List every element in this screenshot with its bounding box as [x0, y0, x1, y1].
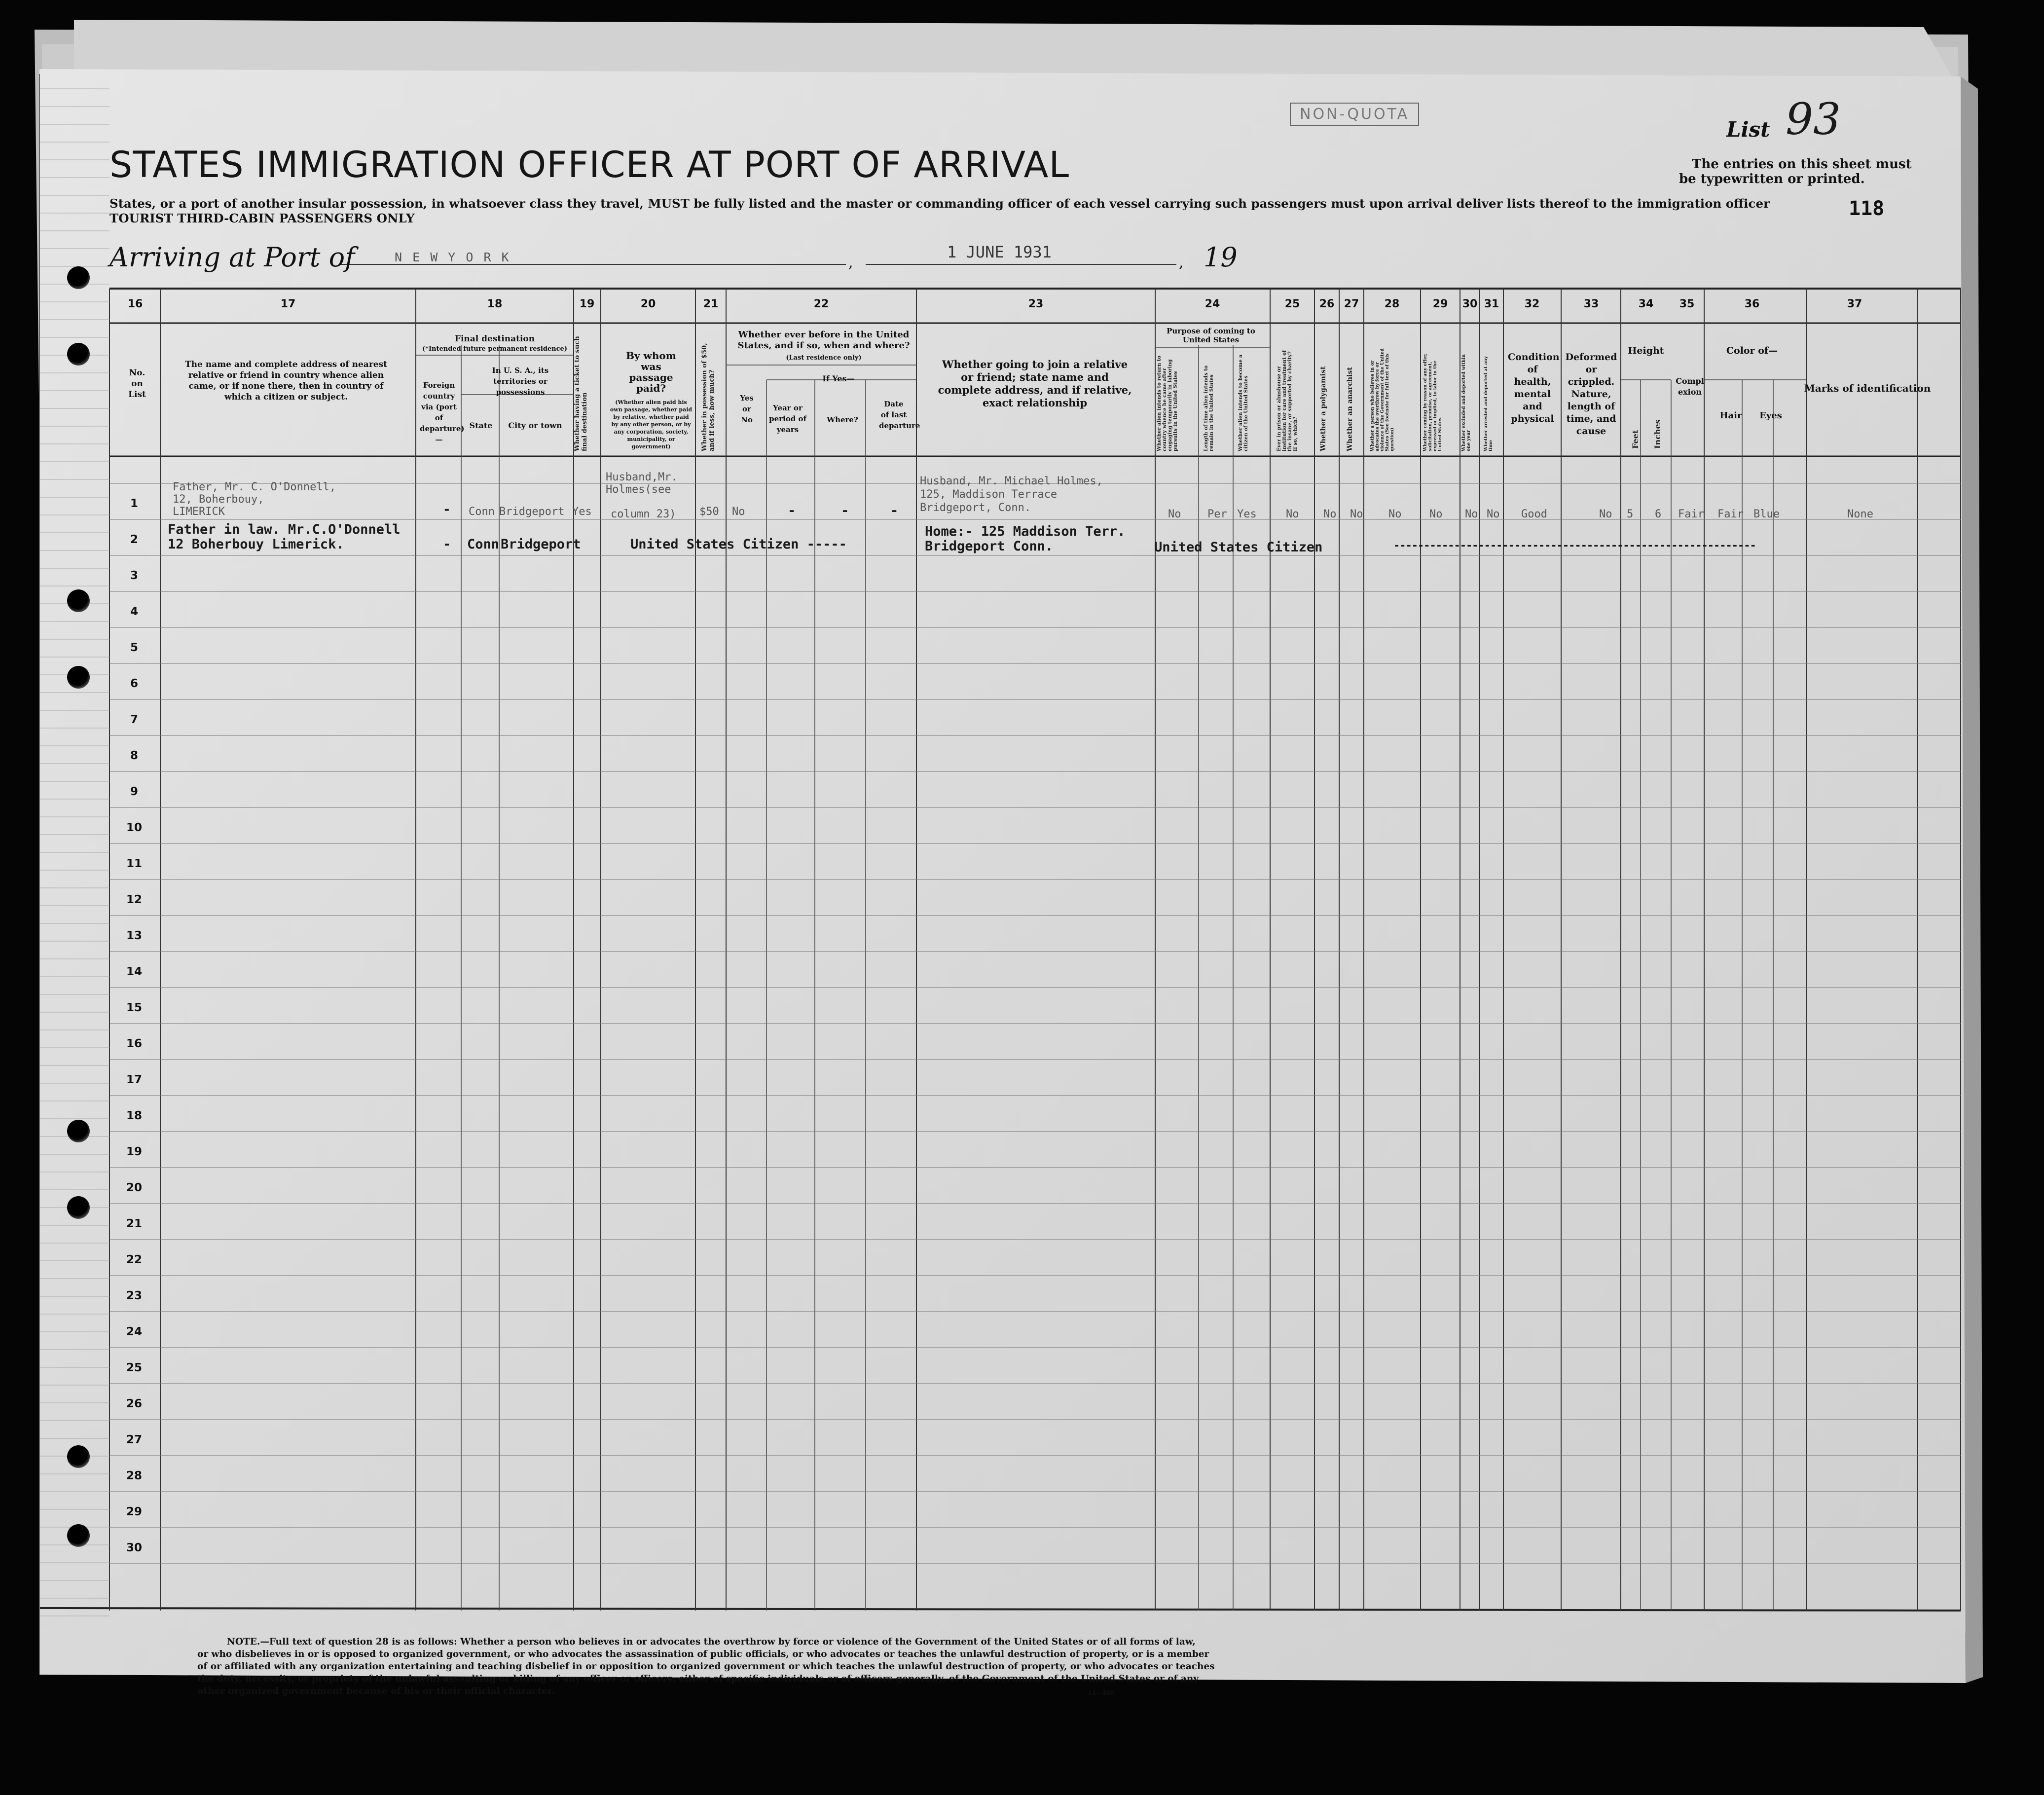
header-final-destination: Final destination	[454, 334, 535, 344]
class-line: TOURIST THIRD-CABIN PASSENGERS ONLY	[110, 211, 415, 225]
list-label: List	[1726, 117, 1770, 142]
year-prefix: 19	[1204, 242, 1238, 273]
row-number: 7	[130, 713, 139, 726]
row1-labor-offer: No	[1429, 508, 1443, 520]
arriving-label: Arriving at Port of	[110, 242, 355, 273]
column-number: 17	[280, 298, 296, 310]
column-number: 25	[1284, 298, 1300, 310]
row-number: 16	[126, 1037, 143, 1050]
punch-hole	[67, 1445, 90, 1468]
row1-complexion: Fair	[1678, 508, 1704, 520]
punch-hole	[67, 1120, 90, 1142]
header-no-on-list: No. on List	[128, 368, 146, 400]
row-number: 19	[126, 1145, 143, 1158]
column-number: 30	[1462, 298, 1478, 310]
row1-relative-line3: LIMERICK	[173, 506, 225, 518]
comma: ,	[1179, 254, 1184, 271]
row1-join-line2: 125, Maddison Terrace	[920, 488, 1058, 501]
header-where: Where?	[827, 415, 858, 424]
column-number: 34	[1638, 298, 1654, 310]
instructions-line-1: The entries on this sheet must	[1692, 157, 1912, 172]
header-if-yes: If Yes—	[822, 374, 855, 383]
header-passage-paid-note: (Whether alien paid his own passage, whether paid by relative, whether paid by any other person, or by any corporation, society, municipality, or government)	[610, 399, 693, 450]
header-anarchist: Whether an anarchist	[1346, 367, 1354, 451]
row1-where: -	[841, 503, 849, 518]
header-final-destination-sub: (*Intended future permanent residence)	[422, 345, 567, 353]
footnote-line-1: NOTE.—Full text of question 28 is as follows: Whether a person who believes in or advocates the overthrow by force or violence of the Government of the United States or of all forms of law,	[227, 1637, 1196, 1647]
row-number: 29	[126, 1505, 143, 1518]
row1-date: -	[890, 503, 899, 518]
punch-hole	[67, 1196, 90, 1219]
row1-money: $50	[699, 506, 719, 518]
column-number: 27	[1344, 298, 1359, 310]
row-number: 11	[126, 857, 143, 870]
header-eyes: Eyes	[1759, 410, 1782, 421]
row1-citizen: Yes	[1237, 508, 1257, 520]
row1-feet: 5	[1627, 508, 1634, 520]
header-purpose-length: Length of time alien intends to remain in the United States	[1204, 365, 1214, 451]
row1-inches: 6	[1655, 508, 1662, 520]
sheet-number: 118	[1849, 197, 1885, 220]
row2-citizen-status-2: United States Citizen	[1154, 540, 1323, 555]
header-hair: Hair	[1719, 410, 1742, 421]
row1-relative-line2: 12, Boherbouy,	[173, 493, 264, 506]
row-number: 21	[126, 1217, 143, 1230]
row2-join-line2: Bridgeport Conn.	[925, 539, 1054, 554]
row-number: 18	[126, 1109, 143, 1122]
arrival-date: 1 JUNE 1931	[947, 243, 1052, 261]
column-number: 23	[1028, 298, 1044, 310]
column-number: 36	[1744, 298, 1760, 310]
header-year-period: Year or period of years	[769, 403, 806, 434]
column-number: 26	[1319, 298, 1335, 310]
row-number: 14	[126, 965, 143, 978]
instructions-line-2: be typewritten or printed.	[1679, 172, 1865, 186]
row-number: 3	[130, 569, 139, 582]
header-foreign-country: Foreign country via (port of departure)—	[420, 381, 465, 444]
header-deformed: Deformed or crippled. Nature, length of time, and cause	[1565, 352, 1617, 437]
comma: ,	[848, 254, 853, 271]
row1-city: Bridgeport	[499, 506, 565, 518]
header-health: Condition of health, mental and physical	[1508, 352, 1560, 424]
header-last-residence: (Last residence only)	[786, 354, 862, 362]
header-purpose: Purpose of coming to United States	[1167, 327, 1255, 344]
header-polygamist: Whether a polygamist	[1319, 366, 1327, 451]
punch-hole	[67, 1524, 90, 1547]
row1-hair: Fair	[1717, 508, 1744, 520]
row1-return: No	[1168, 508, 1181, 520]
row-number: 12	[126, 893, 143, 906]
column-number: 16	[127, 298, 143, 310]
row-number: 2	[130, 533, 139, 546]
row-number: 9	[130, 785, 139, 798]
row-number: 25	[126, 1361, 143, 1374]
row-number: 5	[130, 641, 139, 654]
column-number: 29	[1432, 298, 1448, 310]
form-code: 14—480	[1088, 1689, 1114, 1696]
header-city: City or town	[508, 421, 562, 430]
row-number: 1	[130, 497, 139, 510]
footnote-line-4: the duty, necessity, or propriety of the unlawful assaulting or killing of any officer or officers, either of specific individuals or of officers generally, of the Government of the United States or of any	[197, 1674, 1199, 1684]
row1-health: Good	[1521, 508, 1547, 520]
row1-length: Per	[1207, 508, 1227, 520]
header-complexion: Complexion	[1676, 376, 1704, 397]
table-bottom-rule	[39, 1608, 1961, 1611]
row-number: 15	[126, 1001, 143, 1014]
row1-paid-line2: Holmes(see	[606, 483, 671, 496]
row-number: 24	[126, 1325, 143, 1338]
column-number: 21	[703, 298, 719, 310]
column-number: 31	[1484, 298, 1499, 310]
row1-deformed: No	[1599, 508, 1612, 520]
row-number: 8	[130, 749, 139, 762]
header-overthrow: Whether a person who believes in or advocates the overthrow by force or violence of the Government of the United States (See footnote for full text of this question)	[1370, 348, 1395, 451]
header-marks: Marks of identification	[1804, 382, 1931, 394]
row1-before: No	[732, 506, 745, 518]
header-height: Height	[1628, 345, 1664, 356]
punch-hole	[67, 343, 90, 366]
list-number-handwritten: 93	[1786, 94, 1841, 145]
row1-foreign: -	[443, 502, 451, 517]
row1-overthrow: No	[1388, 508, 1402, 520]
column-number: 28	[1384, 298, 1400, 310]
row1-join-line1: Husband, Mr. Michael Holmes,	[920, 475, 1103, 487]
header-excluded: Whether excluded and deported within one year	[1461, 354, 1471, 451]
header-money: Whether in possession of $50, and if less, how much?	[701, 343, 716, 451]
row2-join-line1: Home:- 125 Maddison Terr.	[925, 524, 1126, 539]
row1-year: -	[788, 503, 796, 518]
row1-anarchist: No	[1350, 508, 1363, 520]
header-purpose-citizen: Whether alien intends to become a citizen of the United States	[1238, 354, 1249, 451]
header-purpose-return: Whether alien intends to return to country whence he came after engaging temporarily in laboring pursuits in the United States	[1157, 355, 1178, 451]
non-quota-stamp: NON-QUOTA	[1290, 103, 1419, 126]
row-number: 30	[126, 1541, 143, 1554]
header-feet: Feet	[1631, 430, 1640, 449]
header-ticket: Whether having a ticket to such final destination	[574, 336, 588, 451]
header-yes-no: Yes or No	[740, 394, 754, 424]
header-prison: Ever in prison or almshouse or institution for care and treatment of the insane, or supported by charity? If so, which?	[1277, 350, 1298, 451]
row2-relative-line2: 12 Boherbouy Limerick.	[168, 537, 344, 552]
port-value: N E W Y O R K	[395, 250, 511, 264]
column-number: 18	[487, 298, 503, 310]
punch-hole	[67, 666, 90, 689]
column-number: 37	[1847, 298, 1862, 310]
header-color-of: Color of—	[1726, 345, 1778, 356]
row1-state: Conn	[469, 506, 495, 518]
row-number: 20	[126, 1181, 143, 1194]
column-number: 32	[1524, 298, 1540, 310]
row1-paid-line1: Husband,Mr.	[606, 471, 678, 483]
header-labor-offer: Whether coming by reason of any offer, solicitation, promise, or agreement, expressed or implied, to labor in the United States	[1423, 353, 1443, 451]
header-inches: Inches	[1653, 419, 1662, 449]
header-deported: Whether arrested and deported at any time	[1484, 356, 1494, 451]
header-date-last-departure: Date of last departure	[879, 400, 920, 430]
column-number: 22	[813, 298, 829, 310]
header-before-in-us: Whether ever before in the United States, and if so, when and where?	[737, 330, 910, 351]
row2-foreign: -	[443, 537, 451, 552]
row-number: 13	[126, 929, 143, 942]
row2-city: Bridgeport	[501, 537, 581, 552]
row-number: 10	[126, 821, 143, 834]
row-number: 26	[126, 1397, 143, 1410]
row2-relative-line1: Father in law. Mr.C.O'Donnell	[168, 522, 401, 537]
row1-marks: None	[1847, 508, 1873, 520]
row1-relative-line1: Father, Mr. C. O'Donnell,	[173, 481, 336, 493]
footnote-line-3: of or affiliated with any organization entertaining and teaching disbelief in or opposition to organized government or which teaches the unlawful destruction of property, or who advocates or teaches	[197, 1661, 1215, 1672]
row-number: 22	[126, 1253, 143, 1266]
header-passage-paid: By whom was passage paid?	[626, 350, 676, 394]
form-subtitle: States, or a port of another insular possession, in whatsoever class they travel, MUST be fully listed and the master or commanding officer of each vessel carrying such passengers must upon arrival deliver lists thereof to the immigration officer	[110, 196, 1770, 211]
column-number: 19	[579, 298, 595, 310]
row-number: 23	[126, 1289, 143, 1302]
row2-dashes: ------------------------------------------------------------	[1393, 540, 1756, 552]
header-join-relative: Whether going to join a relative or friend; state name and complete address, and if relative, exact relationship	[938, 358, 1132, 409]
row1-join-line3: Bridgeport, Conn.	[920, 502, 1031, 514]
row-number: 17	[126, 1073, 143, 1086]
row1-prison: No	[1286, 508, 1299, 520]
footnote-line-5: other organized government because of his or their official character.	[197, 1686, 555, 1696]
row1-deported: No	[1487, 508, 1500, 520]
header-state: State	[469, 421, 493, 430]
row1-eyes: Blue	[1753, 508, 1780, 520]
column-number: 35	[1679, 298, 1695, 310]
footnote-line-2: or who disbelieves in or is opposed to organized government, or who advocates the assassination of public officials, or who advocates or teaches the unlawful destruction of property, or is a member	[197, 1649, 1209, 1659]
row1-excluded: No	[1465, 508, 1478, 520]
row2-state: Conn	[467, 537, 500, 552]
punch-hole	[67, 589, 90, 612]
row-number: 27	[126, 1433, 143, 1446]
row-number: 28	[126, 1469, 143, 1482]
punch-hole	[67, 266, 90, 289]
header-relative: The name and complete address of nearest relative or friend in country whence alien came, or if none there, then in country of which a citizen or subject.	[184, 360, 388, 402]
column-number: 33	[1583, 298, 1599, 310]
row1-ticket: Yes	[572, 506, 592, 518]
row-number: 4	[130, 605, 139, 618]
column-number: 24	[1204, 298, 1220, 310]
form-title: STATES IMMIGRATION OFFICER AT PORT OF ARRIVAL	[110, 144, 1069, 186]
row2-citizen-status: United States Citizen -----	[630, 537, 847, 552]
column-number: 20	[640, 298, 656, 310]
header-in-usa: In U. S. A., its territories or possessions	[492, 366, 549, 397]
row1-polygamist: No	[1323, 508, 1337, 520]
row1-paid-line3: column 23)	[611, 508, 676, 520]
row-number: 6	[130, 677, 139, 690]
